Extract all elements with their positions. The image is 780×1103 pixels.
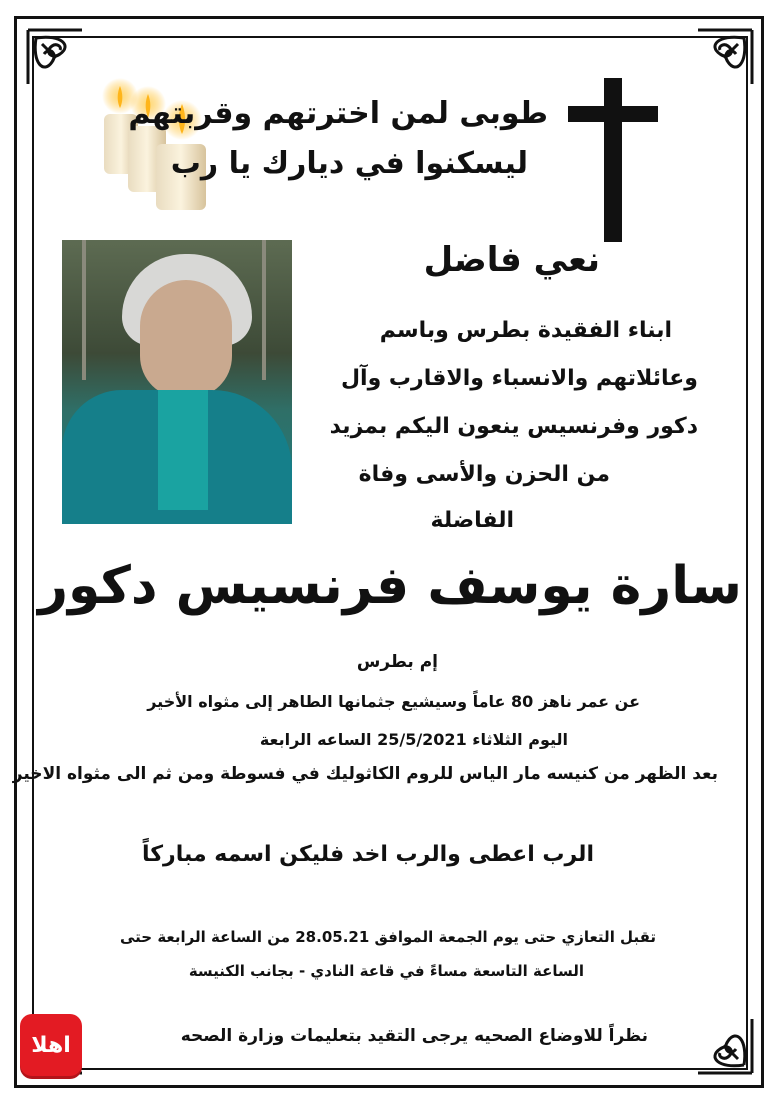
funeral-place-line: بعد الظهر من كنيسه مار الياس للروم الكاثوليك في فسوطة ومن ثم الى مثواه الاخير [12,764,718,784]
ornament-corner-icon [688,24,758,94]
ahla-logo[interactable]: اهلا [20,1014,82,1076]
deceased-photo [62,240,292,524]
announcement-line-1: ابناء الفقيدة بطرس وباسم [379,318,672,343]
announcement-line-4: من الحزن والأسى وفاة [358,462,610,487]
deceased-name: سارة يوسف فرنسيس دكور [38,556,742,616]
cross-icon [568,78,658,242]
ornament-corner-icon [688,1009,758,1079]
ornament-corner-icon [22,24,92,94]
blessing-line: الرب اعطى والرب اخد فليكن اسمه مباركاً [142,842,594,867]
announcement-line-5: الفاضلة [430,508,514,533]
condolences-line-1: تقبل التعازي حتى يوم الجمعة الموافق 28.05.21 من الساعة الرابعة حتى [120,928,656,946]
verse-line-1: طوبى لمن اخترتهم وقربتهم [128,96,548,131]
mother-of-label: إم بطرس [356,652,438,672]
notice-title: نعي فاضل [423,240,600,280]
announcement-line-3: دكور وفرنسيس ينعون اليكم بمزيد [329,414,698,439]
funeral-date-line: اليوم الثلاثاء 25/5/2021 الساعه الرابعة [259,730,568,749]
verse-line-2: ليسكنوا في ديارك يا رب [170,146,528,181]
age-line: عن عمر ناهز 80 عاماً وسيشيع جثمانها الطاهر إلى مثواه الأخير [147,692,640,711]
announcement-line-2: وعائلاتهم والانسباء والاقارب وآل [340,366,698,391]
condolences-line-2: الساعة التاسعة مساءً في قاعة النادي - بجانب الكنيسة [188,962,584,980]
health-notice: نظراً للاوضاع الصحيه يرجى التقيد بتعليمات وزارة الصحه [180,1026,648,1046]
